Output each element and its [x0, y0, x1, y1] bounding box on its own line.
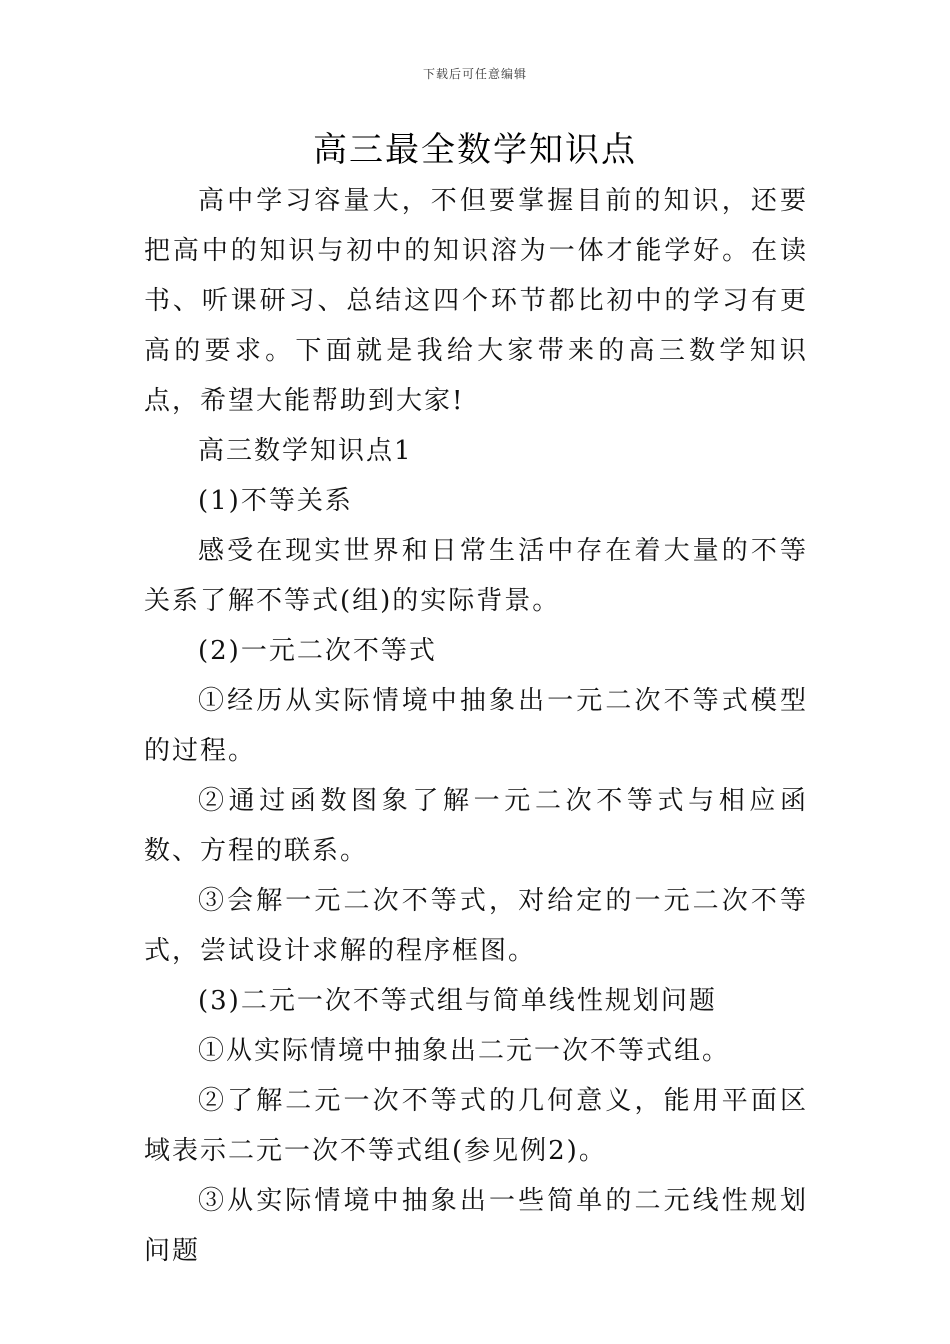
header-note: 下载后可任意编辑 — [422, 67, 527, 81]
list-item: ③会解一元二次不等式，对给定的一元二次不等式，尝试设计求解的程序框图。 — [144, 886, 808, 966]
intro-paragraph: 高中学习容量大，不但要掌握目前的知识，还要把高中的知识与初中的知识溶为一体才能学好。在读书、听课研习、总结这四个环节都比初中的学习有更高的要求。下面就是我给大家带来的高三数学知识点，希望大能帮助到大家! — [144, 186, 808, 416]
subsection-heading: (3)二元一次不等式组与简单线性规划问题 — [198, 986, 717, 1016]
list-item: ①经历从实际情境中抽象出一元二次不等式模型的过程。 — [144, 686, 808, 766]
subsection-heading: (1)不等关系 — [198, 486, 353, 516]
list-item: ③从实际情境中抽象出一些简单的二元线性规划问题 — [144, 1186, 808, 1266]
section-heading: 高三数学知识点1 — [198, 436, 413, 466]
body-paragraph: 感受在现实世界和日常生活中存在着大量的不等关系了解不等式(组)的实际背景。 — [144, 536, 808, 616]
list-item: ②了解二元一次不等式的几何意义，能用平面区域表示二元一次不等式组(参见例2)。 — [144, 1086, 808, 1166]
document-body — [144, 176, 808, 1276]
subsection-heading: (2)一元二次不等式 — [198, 636, 437, 666]
document-title: 高三最全数学知识点 — [313, 130, 637, 170]
list-item: ①从实际情境中抽象出二元一次不等式组。 — [198, 1036, 731, 1066]
list-item: ②通过函数图象了解一元二次不等式与相应函数、方程的联系。 — [144, 786, 808, 866]
